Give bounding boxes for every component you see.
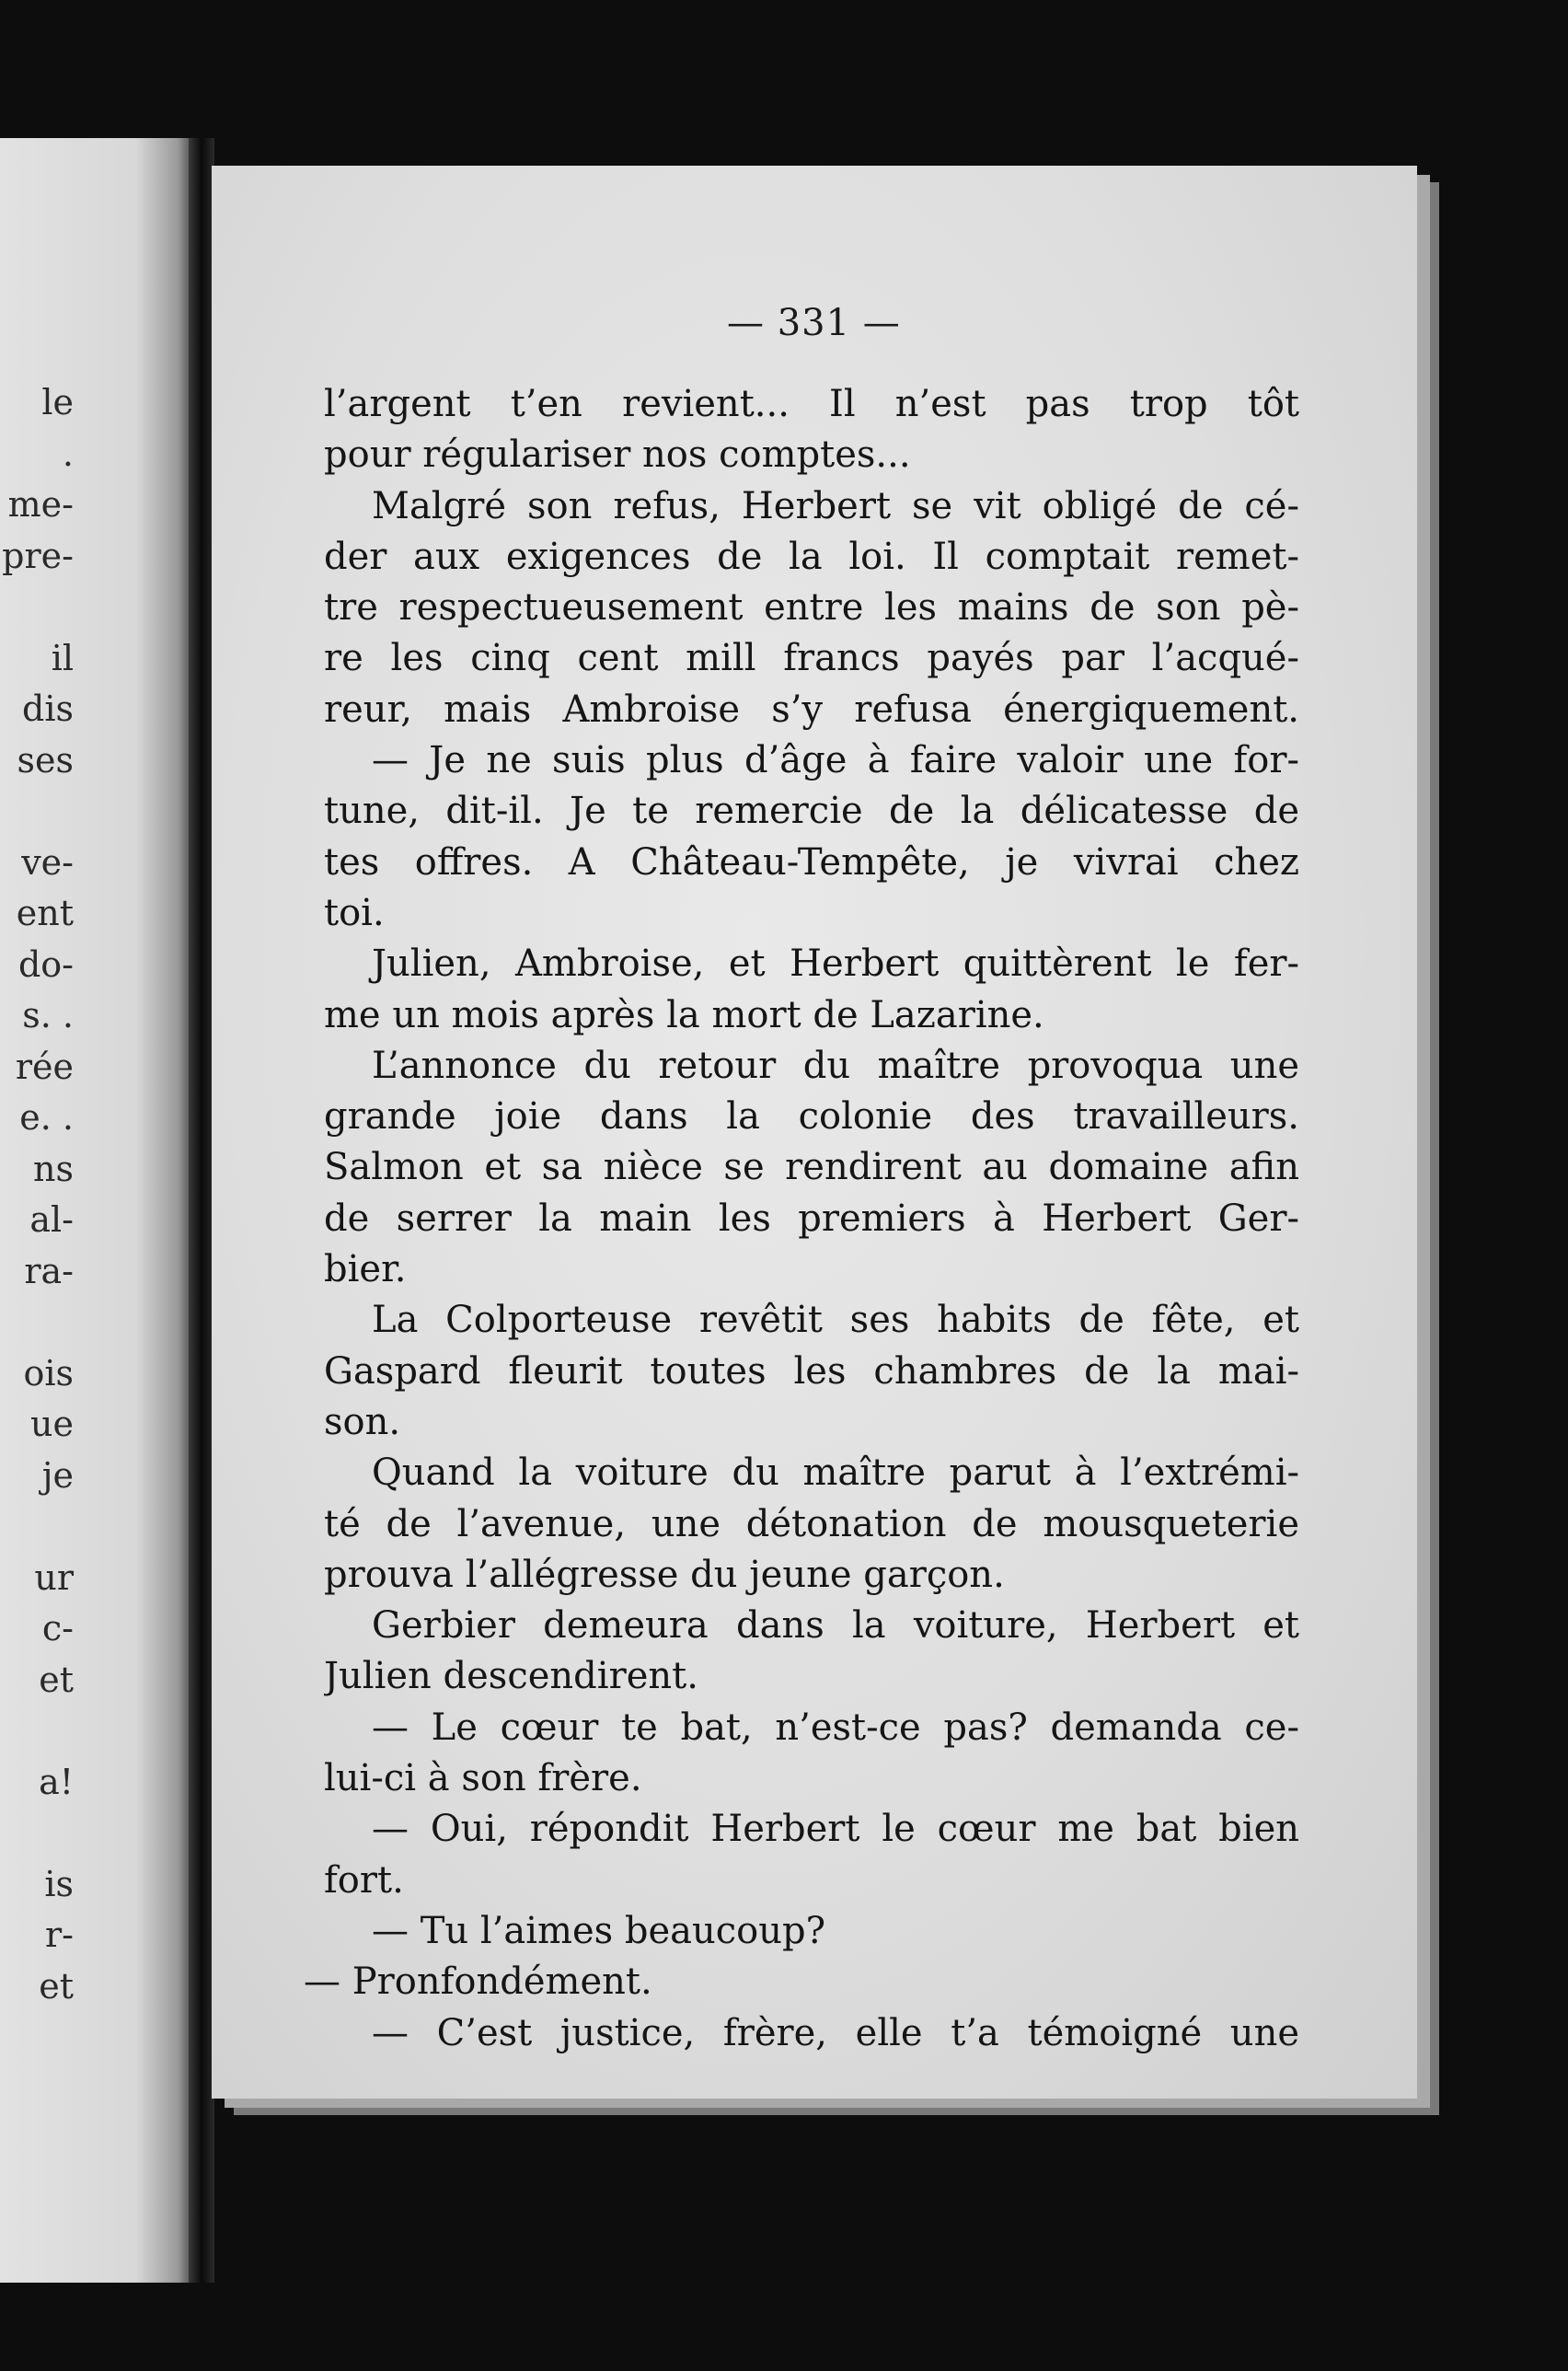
text-line: — Tu l’aimes beaucoup?	[372, 1909, 826, 1952]
text-line: der aux exigences de la loi. Il comptait remet-	[324, 535, 1299, 578]
text-line: té de l’avenue, une détonation de mousqueterie	[324, 1502, 1299, 1545]
fragment: r-	[44, 1914, 74, 1955]
text-line: tre respectueusement entre les mains de son pè-	[324, 586, 1299, 630]
text-line: grande joie dans la colonie des travailleurs.	[324, 1095, 1299, 1139]
fragment: ns	[33, 1148, 74, 1189]
fragment: et	[39, 1659, 74, 1700]
text-line: bier.	[324, 1248, 407, 1291]
text-line: de serrer la main les premiers à Herbert Ger-	[324, 1197, 1299, 1240]
text-line: son.	[324, 1400, 401, 1443]
fragment: s. .	[22, 995, 74, 1035]
page-331	[212, 166, 1417, 2099]
fragment: ur	[34, 1556, 74, 1598]
fragment: le	[41, 382, 74, 422]
fragment: je	[41, 1454, 74, 1496]
fragment: ve-	[21, 841, 74, 883]
text-line: tes offres. A Château-Tempête, je vivrai chez	[324, 840, 1299, 884]
text-line: l’argent t’en revient... Il n’est pas trop tôt	[324, 383, 1299, 425]
fragment: do-	[17, 943, 74, 985]
book-gutter	[189, 138, 214, 2283]
text-line: fort.	[324, 1858, 404, 1902]
text-line: Gerbier demeura dans la voiture, Herbert et	[372, 1604, 1299, 1648]
fragment	[0, 1501, 184, 1553]
fragment	[0, 1808, 184, 1859]
fragment: .	[62, 433, 74, 474]
text-line: — Je ne suis plus d’âge à faire valoir une for-	[372, 739, 1299, 782]
fragment: rée	[15, 1046, 74, 1087]
text-line: toi.	[324, 891, 385, 934]
text-line: lui-ci à son frère.	[324, 1757, 642, 1800]
fragment: ses	[17, 739, 74, 781]
page-body-text	[304, 379, 1299, 2059]
fragment: dis	[22, 688, 74, 729]
fragment: a!	[39, 1761, 74, 1802]
text-line: — Oui, répondit Herbert le cœur me bat bien	[372, 1808, 1299, 1851]
previous-page	[0, 138, 193, 2283]
text-line: Quand la voiture du maître parut à l’extrémi-	[372, 1452, 1299, 1495]
text-line: — Le cœur te bat, n’est-ce pas? demanda ce-	[372, 1706, 1299, 1749]
previous-page-text-fragments	[0, 377, 184, 2012]
fragment: is	[44, 1863, 74, 1904]
text-line: La Colporteuse revêtit ses habits de fête, et	[372, 1299, 1299, 1342]
text-line: re les cinq cent mill francs payés par l’acqué-	[324, 637, 1299, 680]
fragment	[0, 1297, 184, 1348]
text-line: L’annonce du retour du maître provoqua une	[372, 1044, 1299, 1087]
fragment: ue	[30, 1404, 74, 1444]
page-number: — 331 —	[727, 302, 901, 344]
fragment: al-	[29, 1199, 74, 1240]
text-line: — Pronfondément.	[304, 1960, 652, 2004]
fragment: et	[39, 1965, 74, 2007]
text-line: — C’est justice, frère, elle t’a témoigné une	[372, 2011, 1299, 2054]
fragment	[0, 1706, 184, 1757]
text-line: Malgré son refus, Herbert se vit obligé de cé-	[372, 484, 1299, 527]
text-line: Julien, Ambroise, et Herbert quittèrent le fer-	[372, 943, 1299, 986]
fragment	[0, 786, 184, 838]
fragment: c-	[41, 1608, 74, 1648]
text-line: reur, mais Ambroise s’y refusa énergiquement.	[324, 688, 1299, 731]
fragment: me-	[7, 484, 74, 525]
text-line: Salmon et sa nièce se rendirent au domaine afin	[324, 1146, 1299, 1189]
fragment: ra-	[24, 1250, 74, 1291]
text-line: tune, dit-il. Je te remercie de la délicatesse de	[324, 790, 1299, 833]
text-line: Gaspard fleurit toutes les chambres de la mai-	[324, 1349, 1299, 1393]
text-line: Julien descendirent.	[324, 1655, 698, 1698]
fragment: il	[51, 637, 74, 678]
text-line: prouva l’allégresse du jeune garçon.	[324, 1553, 1005, 1596]
fragment: ent	[16, 893, 74, 933]
fragment: e. .	[19, 1097, 74, 1138]
fragment: pre-	[2, 535, 74, 576]
text-line: pour régulariser nos comptes...	[324, 434, 911, 477]
text-line: me un mois après la mort de Lazarine.	[324, 993, 1044, 1036]
fragment	[0, 582, 184, 633]
fragment: ois	[23, 1352, 74, 1394]
